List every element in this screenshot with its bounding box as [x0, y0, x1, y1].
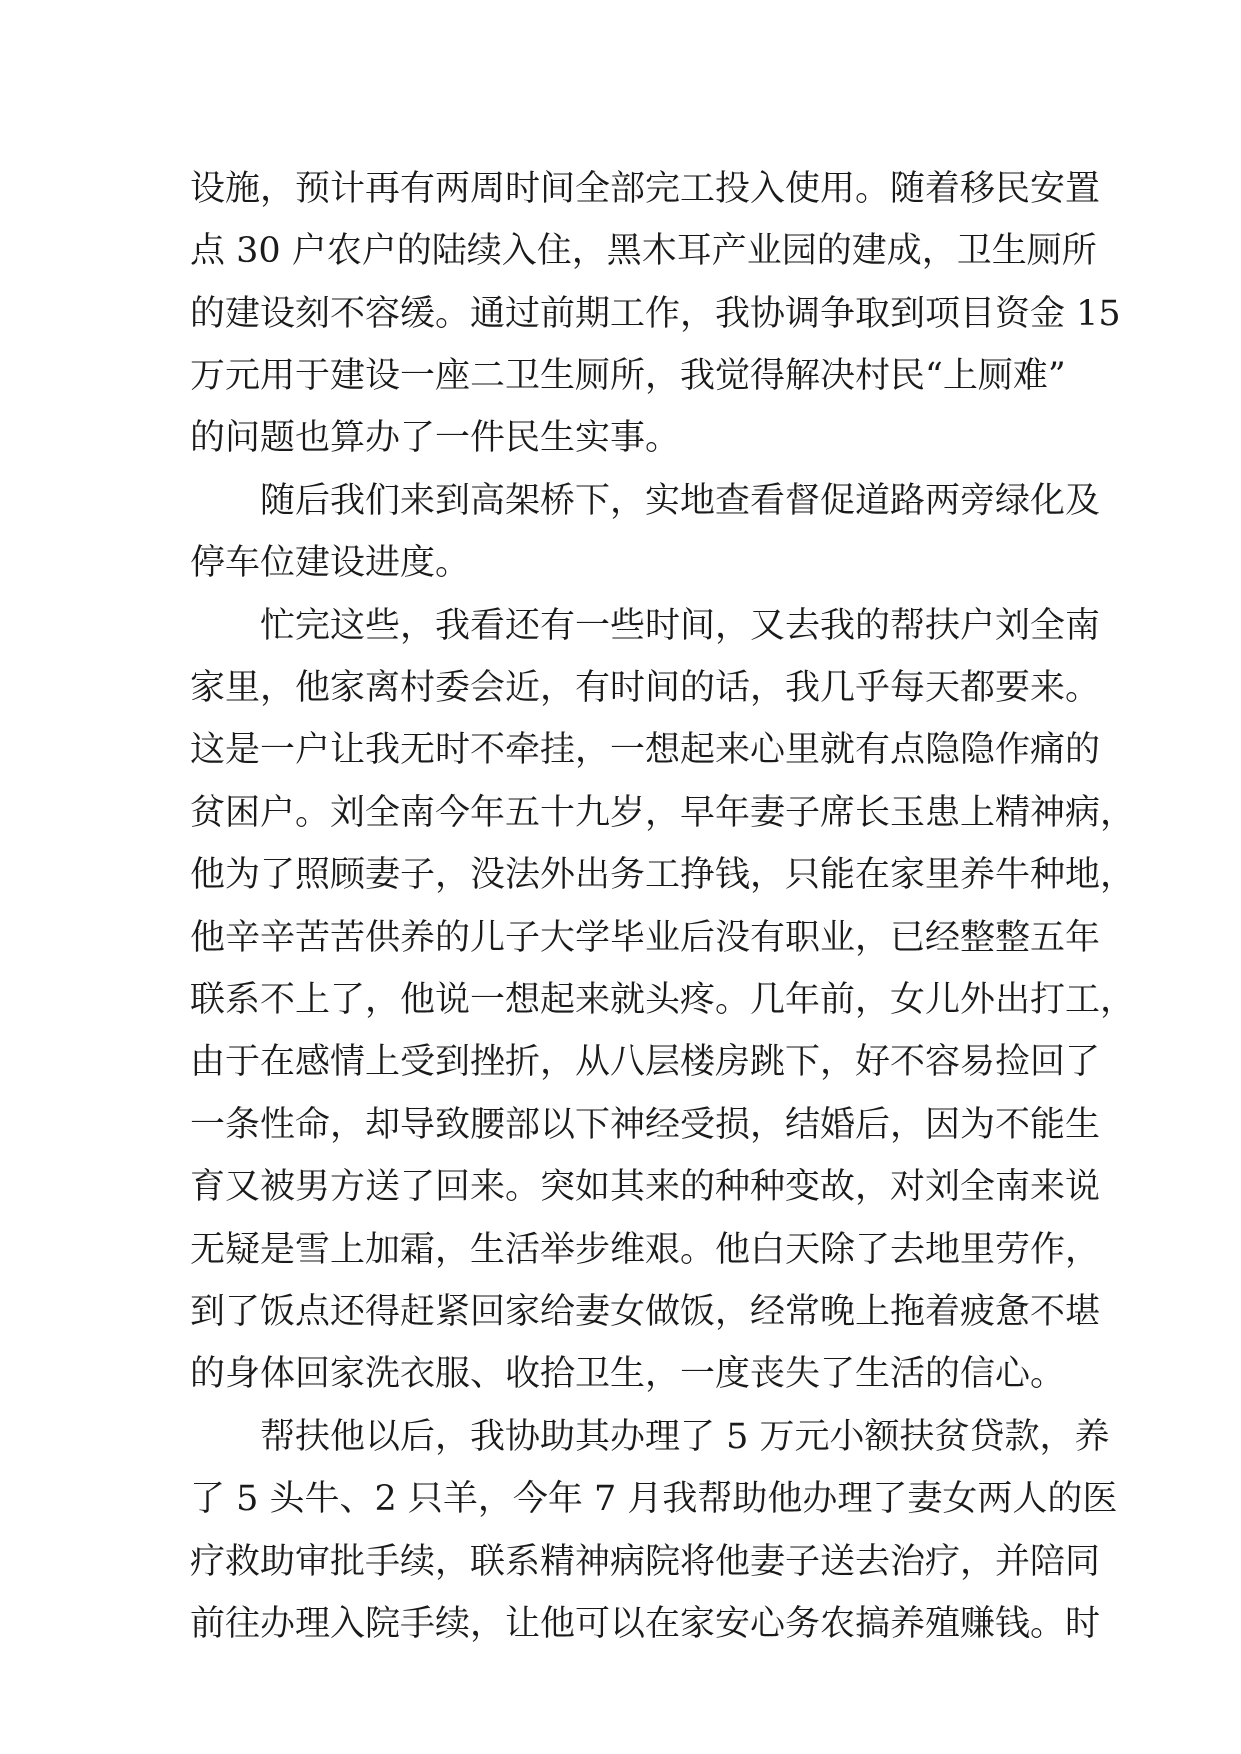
text-line: 由于在感情上受到挫折，从八层楼房跳下，好不容易捡回了: [190, 1042, 1101, 1082]
text-line: 联系不上了，他说一想起来就头疼。几年前，女儿外出打工，: [190, 980, 1136, 1020]
text-line: 到了饭点还得赶紧回家给妻女做饭，经常晚上拖着疲惫不堪: [190, 1292, 1101, 1332]
text-line: 一条性命，却导致腰部以下神经受损，结婚后，因为不能生: [190, 1105, 1101, 1145]
text-line: 了 5 头牛、2 只羊，今年 7 月我帮助他办理了妻女两人的医: [190, 1479, 1118, 1519]
text-line: 点 30 户农户的陆续入住，黑木耳产业园的建成，卫生厕所: [190, 231, 1097, 271]
text-line: 这是一户让我无时不牵挂，一想起来心里就有点隐隐作痛的: [190, 730, 1101, 770]
text-line: 万元用于建设一座二卫生厕所，我觉得解决村民“上厕难”: [190, 356, 1066, 396]
text-line: 贫困户。刘全南今年五十九岁，早年妻子席长玉患上精神病，: [190, 793, 1136, 833]
text-line: 帮扶他以后，我协助其办理了 5 万元小额扶贫贷款，养: [260, 1417, 1110, 1457]
text-line: 随后我们来到高架桥下，实地查看督促道路两旁绿化及: [260, 481, 1101, 521]
text-line: 他为了照顾妻子，没法外出务工挣钱，只能在家里养牛种地，: [190, 855, 1136, 895]
text-line: 无疑是雪上加霜，生活举步维艰。他白天除了去地里劳作，: [190, 1230, 1101, 1270]
text-line: 的建设刻不容缓。通过前期工作，我协调争取到项目资金 15: [190, 294, 1121, 334]
text-line: 育又被男方送了回来。突如其来的种种变故，对刘全南来说: [190, 1167, 1101, 1207]
text-line: 的身体回家洗衣服、收拾卫生，一度丧失了生活的信心。: [190, 1354, 1066, 1394]
text-line: 家里，他家离村委会近，有时间的话，我几乎每天都要来。: [190, 668, 1101, 708]
text-line: 设施，预计再有两周时间全部完工投入使用。随着移民安置: [190, 169, 1101, 209]
text-line: 的问题也算办了一件民生实事。: [190, 418, 681, 458]
text-line: 停车位建设进度。: [190, 543, 471, 583]
text-line: 疗救助审批手续，联系精神病院将他妻子送去治疗，并陪同: [190, 1542, 1101, 1582]
text-line: 前往办理入院手续，让他可以在家安心务农搞养殖赚钱。时: [190, 1604, 1101, 1644]
text-line: 他辛辛苦苦供养的儿子大学毕业后没有职业，已经整整五年: [190, 918, 1101, 958]
text-line: 忙完这些，我看还有一些时间，又去我的帮扶户刘全南: [260, 606, 1101, 646]
